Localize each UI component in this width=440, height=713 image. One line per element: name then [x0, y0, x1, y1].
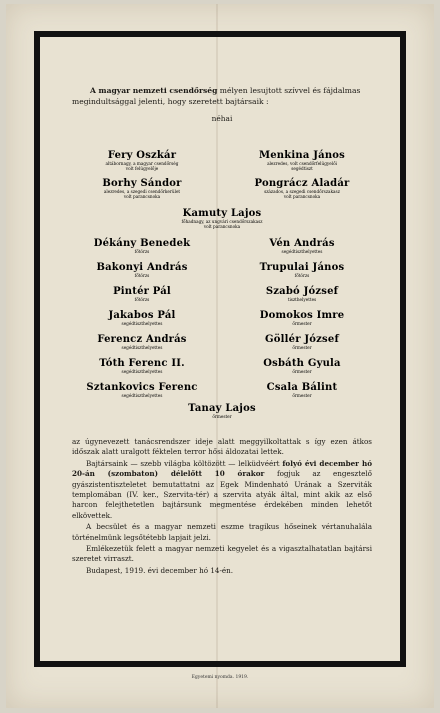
deceased-name: Menkina János	[258, 150, 346, 161]
deceased-entry	[222, 382, 382, 398]
deceased-entry	[222, 238, 382, 254]
deceased-name: Szabó József	[265, 286, 339, 297]
deceased-name: Göllér József	[265, 334, 339, 345]
deceased-entry	[222, 262, 382, 278]
deceased-name: Fery Oszkár	[107, 150, 177, 161]
date-line: Budapest, 1919. évi december hó 14-én.	[86, 565, 234, 575]
nehai-label: néhai	[211, 114, 233, 123]
paragraph-4: Emlékezetük felett a magyar nemzeti kegyelet és a vigasztalhatatlan bajtársi szeretet virraszt.	[72, 544, 372, 564]
deceased-entry	[62, 178, 222, 199]
deceased-entry	[222, 358, 382, 374]
deceased-entry	[62, 334, 222, 350]
paragraph-3: A becsület és a magyar nemzeti eszme tragikus hőseinek vértanuhalála történelmünk legsőtétebb lapjait jelzi.	[72, 522, 372, 542]
deceased-name: Vén András	[269, 238, 335, 249]
deceased-name: Domokos Imre	[259, 310, 345, 321]
deceased-entry	[142, 208, 302, 229]
service-date: folyó évi december hó 20-án (szombaton) délelőtt 10 órakor	[72, 458, 372, 479]
deceased-entry	[62, 358, 222, 374]
deceased-name: Tanay Lajos	[188, 403, 256, 414]
intro-text	[72, 85, 372, 107]
deceased-name: Borhy Sándor	[102, 178, 182, 189]
deceased-name: Tóth Ferenc II.	[99, 358, 185, 369]
deceased-rank: segédtiszthelyettes	[121, 369, 163, 374]
deceased-name: Osbáth Gyula	[263, 358, 341, 369]
deceased-name: Pintér Pál	[113, 286, 171, 297]
deceased-rank: főtörzs	[134, 249, 150, 254]
deceased-name: Ferencz András	[97, 334, 187, 345]
deceased-entry	[222, 150, 382, 171]
deceased-rank: segédtiszthelyettes	[121, 393, 163, 398]
deceased-entry	[62, 150, 222, 171]
deceased-name: Bakonyi András	[96, 262, 188, 273]
deceased-rank: főtörzs	[294, 273, 310, 278]
deceased-rank: őrmester	[292, 393, 312, 398]
deceased-entry	[62, 262, 222, 278]
deceased-name: Trupulai János	[259, 262, 345, 273]
deceased-rank: százados, a szegedi csendőrszakasz	[264, 189, 340, 194]
deceased-rank: tiszthelyettes	[287, 297, 317, 302]
deceased-name: Kamuty Lajos	[182, 208, 262, 219]
deceased-name: Jakabos Pál	[108, 310, 176, 321]
deceased-name: Sztankovics Ferenc	[86, 382, 198, 393]
paragraph-2: Bajtársaink — szebb világba költözött — lelküdvéért folyó évi december hó 20-án (szombaton) délelőtt 10 órakor fogjuk az engesztelő gyászistentiszteletet bemutattatni az Egek Mindenható Urának a Szerviták templomában (IV. ker., Szervita-tér) a szervita atyák által, mint akik az első harcon felejthetetlen bajtársunk megmentése érdekében minden lehetőt elkövettek.	[72, 458, 372, 520]
deceased-list	[72, 150, 372, 425]
deceased-rank: főhadnagy, az ungvári csendőrszakasz	[181, 219, 263, 224]
deceased-entry	[62, 286, 222, 302]
intro-bold: A magyar nemzeti csendőrség	[90, 86, 218, 95]
deceased-rank: altábornagy, a magyar csendőrség	[105, 161, 179, 166]
deceased-entry	[222, 334, 382, 350]
deceased-rank: volt parancsnoka	[203, 224, 241, 230]
paragraph-1: az úgynevezett tanácsrendszer ideje alatt meggyilkoltattak s így ezen átkos időszak alatt uralgott féktelen terror hősi áldozatai lettek.	[72, 437, 372, 457]
deceased-entry	[62, 382, 222, 398]
deceased-rank: segédtiszthelyettes	[281, 249, 323, 254]
deceased-rank: alezredes, volt csendőrfelügyelői	[267, 161, 337, 166]
deceased-rank: volt parancsnoka	[123, 194, 161, 200]
deceased-name: Dékány Benedek	[93, 238, 191, 249]
deceased-rank: őrmester	[292, 345, 312, 350]
deceased-entry	[222, 178, 382, 199]
deceased-rank: segédtiszthelyettes	[121, 321, 163, 326]
announcement-body	[72, 437, 372, 577]
deceased-rank: őrmester	[292, 321, 312, 326]
deceased-rank: segédtiszthelyettes	[121, 345, 163, 350]
deceased-rank: őrmester	[212, 414, 232, 419]
printer-note: Egyetemi nyomda. 1919.	[191, 675, 249, 680]
deceased-rank: alezredes, a szegedi csendőrkerület	[103, 189, 181, 194]
announcement-header	[72, 85, 372, 126]
deceased-rank: volt felügyelője	[125, 166, 159, 172]
deceased-rank: őrmester	[292, 369, 312, 374]
deceased-entry	[62, 238, 222, 254]
deceased-name: Pongrácz Aladár	[254, 178, 350, 189]
deceased-rank: segédtiszt	[291, 166, 313, 172]
deceased-entry	[62, 310, 222, 326]
deceased-entry	[142, 403, 302, 419]
deceased-name: Csala Bálint	[266, 382, 338, 393]
deceased-rank: főtörzs	[134, 297, 150, 302]
deceased-rank: volt parancsnoka	[283, 194, 321, 200]
deceased-rank: főtörzs	[134, 273, 150, 278]
deceased-entry	[222, 310, 382, 326]
deceased-entry	[222, 286, 382, 302]
intro-rest: mélyen lesujtott szívvel és fájdalmas megindultsággal jelenti, hogy szeretett bajtársaik :	[72, 86, 361, 106]
